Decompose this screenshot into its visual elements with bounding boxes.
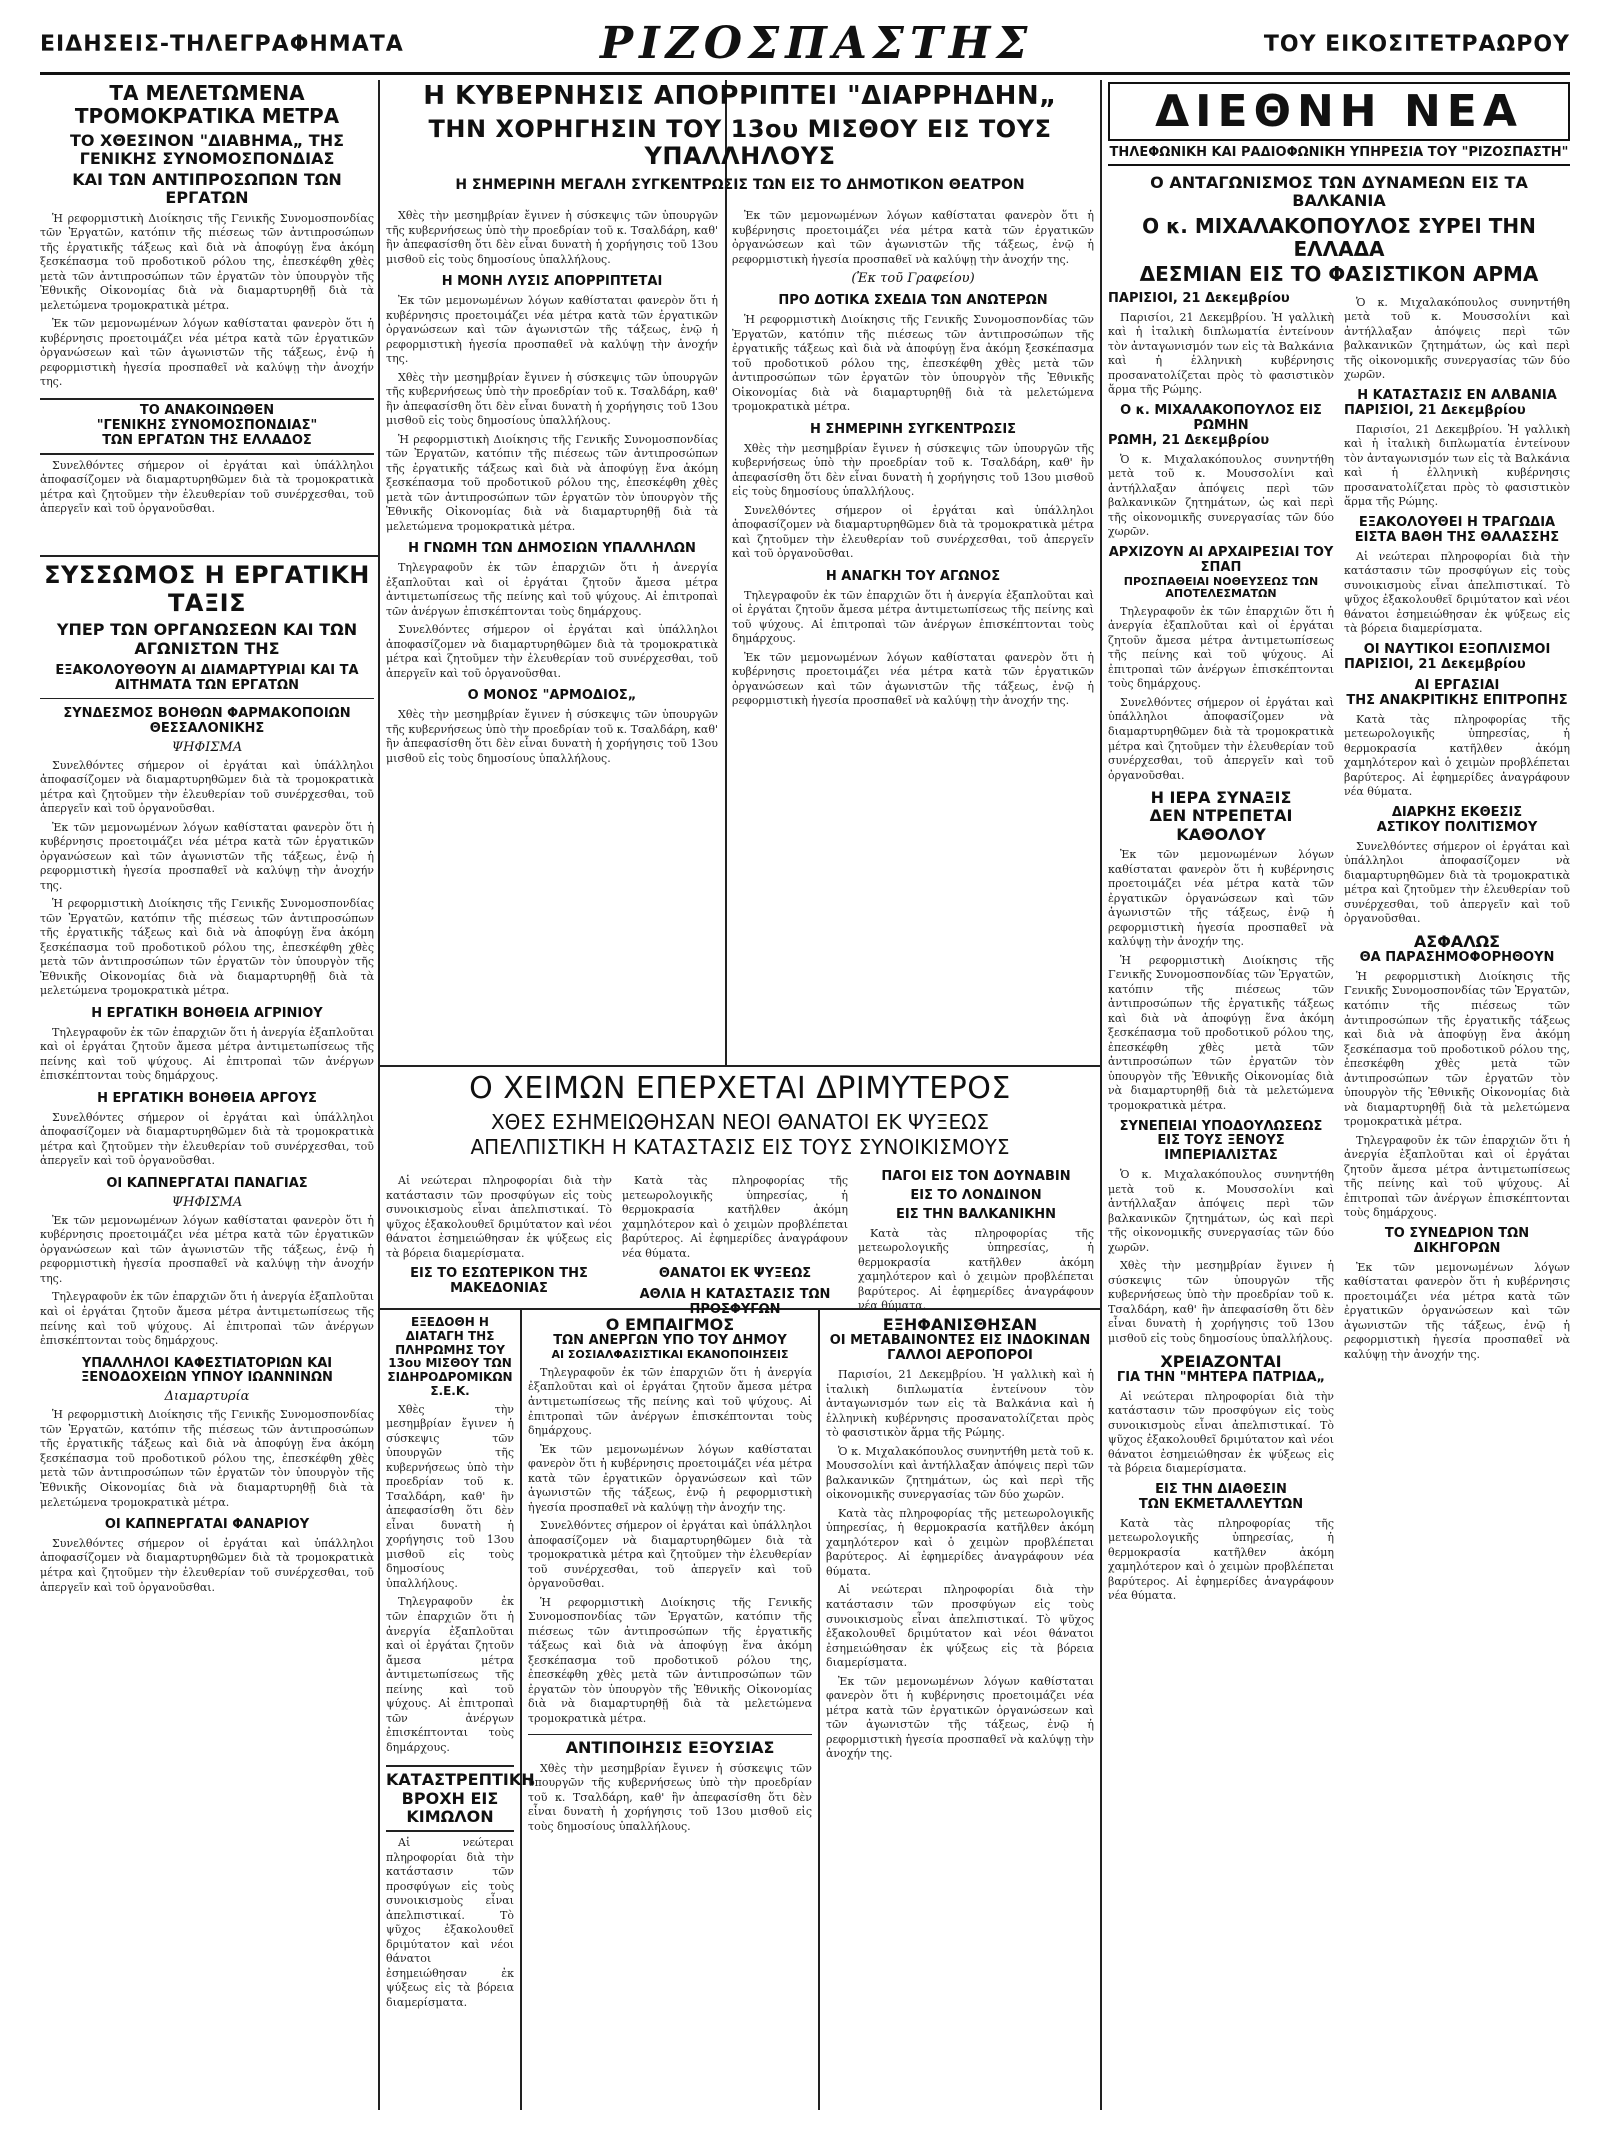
- section-head: ΕΞΑΚΟΛΟΥΘΕΙ Η ΤΡΑΓΩΔΙΑ: [1358, 514, 1556, 530]
- article-text: Ἐκ τῶν μεμονωμένων λόγων καθίσταται φανερὸν ὅτι ἡ κυβέρνησις προετοιμάζει νέα μέτρα κατὰ τῶν ἐργατικῶν ὀργανώσεων καὶ τῶν ἀγωνιστῶν τῆς τάξεως, ἐνῷ ἡ ρεφορμιστικὴ ἡγεσία προσπαθεῖ νὰ καλύψῃ τὴν ἀνοχήν της.: [386, 294, 718, 366]
- section-sub: ΨΗΦΙΣΜΑ: [171, 739, 243, 755]
- article-13th-salary-col-b: [732, 205, 1094, 1060]
- newspaper-title: ΡΙΖΟΣΠΑΣΤΗΣ: [600, 18, 1034, 69]
- headline: ΚΑΤΑΣΤΡΕΠΤΙΚΗ: [386, 1770, 535, 1790]
- headline-sub: ΑΙ ΣΟΣΙΑΛΦΑΣΙΣΤΙΚΑΙ ΕΚΑΝΟΠΟΙΗΣΕΙΣ: [551, 1348, 789, 1362]
- article-winter-col-b: [622, 1170, 848, 1317]
- section-head: ΟΙ ΚΑΠΝΕΡΓΑΤΑΙ ΦΑΝΑΡΙΟΥ: [104, 1517, 310, 1533]
- section-head: Η ΙΕΡΑ ΣΥΝΑΞΙΣ: [1150, 788, 1292, 808]
- article-text: Τηλεγραφοῦν ἐκ τῶν ἐπαρχιῶν ὅτι ἡ ἀνεργία ἐξαπλοῦται καὶ οἱ ἐργάται ζητοῦν ἄμεσα μέτρα ἀντιμετωπίσεως τῆς πείνης καὶ τοῦ ψύχους. Αἱ ἐπιτροπαὶ τῶν ἀνέργων ἐπισκέπτονται τοὺς δημάρχους.: [40, 1025, 374, 1083]
- article-text: Κατὰ τὰς πληροφορίας τῆς μετεωρολογικῆς ὑπηρεσίας, ἡ θερμοκρασία κατῆλθεν ἀκόμη χαμηλότερον καὶ ὁ χειμὼν προβλέπεται βαρύτερος. Αἱ ἐφημερίδες ἀναγράφουν νέα θύματα.: [826, 1506, 1094, 1578]
- section-head: Η ΕΡΓΑΤΙΚΗ ΒΟΗΘΕΙΑ ΑΡΓΟΥΣ: [97, 1090, 317, 1106]
- dateline: ΠΑΡΙΣΙΟΙ, 21 Δεκεμβρίου: [1344, 402, 1526, 418]
- two-column-block: [1108, 292, 1570, 1608]
- section-head: ΑΣΦΑΛΩΣ: [1413, 931, 1501, 951]
- section-sub: ΘΑ ΠΑΡΑΣΗΜΟΦΟΡΗΘΟΥΝ: [1359, 950, 1555, 966]
- article-winter-col-c: [858, 1169, 1094, 1313]
- article-aviators: [826, 1316, 1094, 2106]
- section-divider: [40, 555, 378, 557]
- section-head: Η ΣΗΜΕΡΙΝΗ ΣΥΓΚΕΝΤΡΩΣΙΣ: [809, 421, 1017, 437]
- section-head: Η ΓΝΩΜΗ ΤΩΝ ΔΗΜΟΣΙΩΝ ΥΠΑΛΛΗΛΩΝ: [408, 541, 696, 557]
- article-text: Αἱ νεώτεραι πληροφορίαι διὰ τὴν κατάστασιν τῶν προσφύγων εἰς τοὺς συνοικισμοὺς εἶναι ἀπελπιστικαί. Τὸ ψῦχος ἐξακολουθεῖ δριμύτατον καὶ νέοι θάνατοι ἐσημειώθησαν ἐκ ψύξεως εἰς τὰ βόρεια διαμερίσματα.: [386, 1174, 612, 1260]
- section-head: ΣΥΝΕΠΕΙΑΙ ΥΠΟΔΟΥΛΩΣΕΩΣ: [1119, 1118, 1323, 1134]
- article-text: Ἐκ τῶν μεμονωμένων λόγων καθίσταται φανερὸν ὅτι ἡ κυβέρνησις προετοιμάζει νέα μέτρα κατὰ τῶν ἐργατικῶν ὀργανώσεων καὶ τῶν ἀγωνιστῶν τῆς τάξεως, ἐνῷ ἡ ρεφορμιστικὴ ἡγεσία προσπαθεῖ νὰ καλύψῃ τὴν ἀνοχήν της.: [528, 1442, 812, 1514]
- article-text: Ἡ ρεφορμιστικὴ Διοίκησις τῆς Γενικῆς Συνομοσπονδίας τῶν Ἐργατῶν, κατόπιν τῆς πιέσεως τῶν ἀντιπροσώπων τῆς ἐργατικῆς τάξεως καὶ διὰ νὰ ἀποφύγῃ ἕνα ἀκόμη ξεσκέπασμα τοῦ προδοτικοῦ ρόλου της, ἐπεσκέφθη χθὲς μετὰ τῶν ἀντιπροσώπων τῶν ἐργατῶν τὸν ὑπουργὸν τῆς Ἐθνικῆς Οἰκονομίας διὰ νὰ διαμαρτυρηθῇ διὰ τὰ μελετώμενα τρομοκρατικὰ μέτρα.: [1344, 969, 1570, 1129]
- article-text: Χθὲς τὴν μεσημβρίαν ἔγινεν ἡ σύσκεψις τῶν ὑπουργῶν τῆς κυβερνήσεως ὑπὸ τὴν προεδρίαν τοῦ κ. Τσαλδάρη, καθ' ἣν ἀπεφασίσθη ὅτι δὲν εἶναι δυνατὴ ἡ χορήγησις τοῦ 13ου μισθοῦ εἰς τοὺς δημοσίους ὑπαλλήλους.: [528, 1761, 812, 1833]
- article-text: Κατὰ τὰς πληροφορίας τῆς μετεωρολογικῆς ὑπηρεσίας, ἡ θερμοκρασία κατῆλθεν ἀκόμη χαμηλότερον καὶ ὁ χειμὼν προβλέπεται βαρύτερος. Αἱ ἐφημερίδες ἀναγράφουν νέα θύματα.: [1344, 712, 1570, 799]
- article-text: Συνελθόντες σήμερον οἱ ἐργάται καὶ ὑπάλληλοι ἀποφασίζομεν νὰ διαμαρτυρηθῶμεν διὰ τὰ τρομοκρατικὰ μέτρα καὶ ζητοῦμεν τὴν ἐλευθερίαν τοῦ συνέρχεσθαι, τοῦ ἀπεργεῖν καὶ τοῦ ὀργανοῦσθαι.: [386, 623, 718, 680]
- headline-sub: ΚΑΙ ΤΩΝ ΑΝΤΙΠΡΟΣΩΠΩΝ ΤΩΝ ΕΡΓΑΤΩΝ: [72, 169, 342, 208]
- section-divider: [380, 1065, 1100, 1067]
- headline: ΣΥΣΣΩΜΟΣ Η ΕΡΓΑΤΙΚΗ ΤΑΞΙΣ: [44, 561, 370, 617]
- article-text: Ὁ κ. Μιχαλακόπουλος συνηντήθη μετὰ τοῦ κ. Μουσσολίνι καὶ ἀντήλλαξαν ἀπόψεις περὶ τῶν βαλκανικῶν ζητημάτων, ὡς καὶ περὶ τῆς οἰκονομικῆς συνεργασίας τῶν δύο χωρῶν.: [826, 1444, 1094, 1502]
- article-text: Παρισίοι, 21 Δεκεμβρίου. Ἡ γαλλικὴ καὶ ἡ ἰταλικὴ διπλωματία ἐντείνουν τὸν ἀνταγωνισμόν των εἰς τὰ Βαλκάνια καὶ ἡ ἑλληνικὴ κυβέρνησις προσανατολίζεται πρὸς τὸ φασιστικὸν ἅρμα τῆς Ρώμης.: [1344, 422, 1570, 509]
- subcolumn: [1344, 292, 1570, 1608]
- article-text: Συνελθόντες σήμερον οἱ ἐργάται καὶ ὑπάλληλοι ἀποφασίζομεν νὰ διαμαρτυρηθῶμεν διὰ τὰ τρομοκρατικὰ μέτρα καὶ ζητοῦμεν τὴν ἐλευθερίαν τοῦ συνέρχεσθαι, τοῦ ἀπεργεῖν καὶ τοῦ ὀργανοῦσθαι.: [1344, 839, 1570, 926]
- masthead-rule: [40, 72, 1570, 75]
- article-text: Ὁ κ. Μιχαλακόπουλος συνηντήθη μετὰ τοῦ κ. Μουσσολίνι καὶ ἀντήλλαξαν ἀπόψεις περὶ τῶν βαλκανικῶν ζητημάτων, ὡς καὶ περὶ τῆς οἰκονομικῆς συνεργασίας τῶν δύο χωρῶν.: [1344, 295, 1570, 382]
- article-text: Χθὲς τὴν μεσημβρίαν ἔγινεν ἡ σύσκεψις τῶν ὑπουργῶν τῆς κυβερνήσεως ὑπὸ τὴν προεδρίαν τοῦ κ. Τσαλδάρη, καθ' ἣν ἀπεφασίσθη ὅτι δὲν εἶναι δυνατὴ ἡ χορήγησις τοῦ 13ου μισθοῦ εἰς τοὺς δημοσίους ὑπαλλήλους.: [386, 708, 718, 765]
- section-sub: ΑΣΤΙΚΟΥ ΠΟΛΙΤΙΣΜΟΥ: [1376, 819, 1538, 835]
- section-head: ΑΙ ΕΡΓΑΣΙΑΙ: [1414, 677, 1500, 693]
- article-rail-13th-salary: [386, 1315, 535, 2106]
- article-text: Παρισίοι, 21 Δεκεμβρίου. Ἡ γαλλικὴ καὶ ἡ ἰταλικὴ διπλωματία ἐντείνουν τὸν ἀνταγωνισμόν των εἰς τὰ Βαλκάνια καὶ ἡ ἑλληνικὴ κυβέρνησις προσανατολίζεται πρὸς τὸ φασιστικὸν ἅρμα τῆς Ρώμης.: [826, 1368, 1094, 1440]
- section-head: ΤΟ ΣΥΝΕΔΡΙΟΝ ΤΩΝ ΔΙΚΗΓΟΡΩΝ: [1384, 1225, 1530, 1256]
- masthead-left-label: ΕΙΔΗΣΕΙΣ-ΤΗΛΕΓΡΑΦΗΜΑΤΑ: [40, 32, 404, 57]
- section-sub: ΤΗΣ ΑΝΑΚΡΙΤΙΚΗΣ ΕΠΙΤΡΟΠΗΣ: [1346, 692, 1568, 708]
- article-text: Συνελθόντες σήμερον οἱ ἐργάται καὶ ὑπάλληλοι ἀποφασίζομεν νὰ διαμαρτυρηθῶμεν διὰ τὰ τρομοκρατικὰ μέτρα καὶ ζητοῦμεν τὴν ἐλευθερίαν τοῦ συνέρχεσθαι, τοῦ ἀπεργεῖν καὶ τοῦ ὀργανοῦσθαι.: [732, 503, 1094, 561]
- masthead: [40, 18, 1570, 70]
- article-text: Κατὰ τὰς πληροφορίας τῆς μετεωρολογικῆς ὑπηρεσίας, ἡ θερμοκρασία κατῆλθεν ἀκόμη χαμηλότερον καὶ ὁ χειμὼν προβλέπεται βαρύτερος. Αἱ ἐφημερίδες ἀναγράφουν νέα θύματα.: [1108, 1516, 1334, 1603]
- section-sub: ΤΩΝ ΕΚΜΕΤΑΛΛΕΥΤΩΝ: [1138, 1496, 1304, 1512]
- section-title: ΔΙΕΘΝΗ ΝΕΑ: [1108, 82, 1570, 141]
- article-text: Συνελθόντες σήμερον οἱ ἐργάται καὶ ὑπάλληλοι ἀποφασίζομεν νὰ διαμαρτυρηθῶμεν διὰ τὰ τρομοκρατικὰ μέτρα καὶ ζητοῦμεν τὴν ἐλευθερίαν τοῦ συνέρχεσθαι, τοῦ ἀπεργεῖν καὶ τοῦ ὀργανοῦσθαι.: [40, 458, 374, 516]
- article-13th-salary-col-a: [386, 205, 718, 1060]
- section-head: ΔΕΝ ΝΤΡΕΠΕΤΑΙ ΚΑΘΟΛΟΥ: [1149, 806, 1293, 844]
- section-head: Ο κ. ΜΙΧΑΛΑΚΟΠΟΥΛΟΣ ΕΙΣ ΡΩΜΗΝ: [1120, 402, 1322, 433]
- headline: Ο ΕΜΠΑΙΓΜΟΣ: [605, 1315, 735, 1334]
- article-text: Συνελθόντες σήμερον οἱ ἐργάται καὶ ὑπάλληλοι ἀποφασίζομεν νὰ διαμαρτυρηθῶμεν διὰ τὰ τρομοκρατικὰ μέτρα καὶ ζητοῦμεν τὴν ἐλευθερίαν τοῦ συνέρχεσθαι, τοῦ ἀπεργεῖν καὶ τοῦ ὀργανοῦσθαι.: [528, 1519, 812, 1591]
- column-divider: [378, 80, 380, 2110]
- section-sub: ΨΗΦΙΣΜΑ: [171, 1194, 243, 1210]
- article-text: Αἱ νεώτεραι πληροφορίαι διὰ τὴν κατάστασιν τῶν προσφύγων εἰς τοὺς συνοικισμοὺς εἶναι ἀπελπιστικαί. Τὸ ψῦχος ἐξακολουθεῖ δριμύτατον καὶ νέοι θάνατοι ἐσημειώθησαν ἐκ ψύξεως εἰς τὰ βόρεια διαμερίσματα.: [386, 1836, 514, 2009]
- headline: ΕΞΗΦΑΝΙΣΘΗΣΑΝ: [882, 1315, 1038, 1334]
- announcement-sub: ΤΩΝ ΕΡΓΑΤΩΝ ΤΗΣ ΕΛΛΑΔΟΣ: [102, 432, 312, 448]
- article-text: Τηλεγραφοῦν ἐκ τῶν ἐπαρχιῶν ὅτι ἡ ἀνεργία ἐξαπλοῦται καὶ οἱ ἐργάται ζητοῦν ἄμεσα μέτρα ἀντιμετωπίσεως τῆς πείνης καὶ τοῦ ψύχους. Αἱ ἐπιτροπαὶ τῶν ἀνέργων ἐπισκέπτονται τοὺς δημάρχους.: [40, 1290, 374, 1348]
- column-divider: [725, 80, 727, 1065]
- article-text: Τηλεγραφοῦν ἐκ τῶν ἐπαρχιῶν ὅτι ἡ ἀνεργία ἐξαπλοῦται καὶ οἱ ἐργάται ζητοῦν ἄμεσα μέτρα ἀντιμετωπίσεως τῆς πείνης καὶ τοῦ ψύχους. Αἱ ἐπιτροπαὶ τῶν ἀνέργων ἐπισκέπτονται τοὺς δημάρχους.: [386, 561, 718, 618]
- headline-sub: ΤΟ ΧΘΕΣΙΝΟΝ "ΔΙΑΒΗΜΑ„ ΤΗΣ ΓΕΝΙΚΗΣ ΣΥΝΟΜΟΣΠΟΝΔΙΑΣ: [69, 131, 345, 169]
- dateline: ΡΩΜΗ, 21 Δεκεμβρίου: [1108, 432, 1270, 448]
- headline: ΤΑ ΜΕΛΕΤΩΜΕΝΑ ΤΡΟΜΟΚΡΑΤΙΚΑ ΜΕΤΡΑ: [74, 81, 340, 128]
- section-head: ΥΠΑΛΛΗΛΟΙ ΚΑΦΕΣΤΙΑΤΟΡΙΩΝ ΚΑΙ ΞΕΝΟΔΟΧΕΙΩΝ ΥΠΝΟΥ ΙΩΑΝΝΙΝΩΝ: [81, 1355, 333, 1386]
- headline: ΑΝΤΙΠΟΙΗΣΙΣ ΕΞΟΥΣΙΑΣ: [528, 1734, 812, 1757]
- article-text: Χθὲς τὴν μεσημβρίαν ἔγινεν ἡ σύσκεψις τῶν ὑπουργῶν τῆς κυβερνήσεως ὑπὸ τὴν προεδρίαν τοῦ κ. Τσαλδάρη, καθ' ἣν ἀπεφασίσθη ὅτι δὲν εἶναι δυνατὴ ἡ χορήγησις τοῦ 13ου μισθοῦ εἰς τοὺς δημοσίους ὑπαλλήλους.: [732, 441, 1094, 499]
- headline: ΕΞΕΔΟΘΗ Η ΔΙΑΤΑΓΗ ΤΗΣ ΠΛΗΡΩΜΗΣ ΤΟΥ 13ου ΜΙΣΘΟΥ ΤΩΝ ΣΙΔΗΡΟΔΡΟΜΙΚΩΝ Σ.Ε.Κ.: [387, 1315, 513, 1398]
- section-head: Η ΑΝΑΓΚΗ ΤΟΥ ΑΓΩΝΟΣ: [825, 568, 1001, 584]
- article-text: Χθὲς τὴν μεσημβρίαν ἔγινεν ἡ σύσκεψις τῶν ὑπουργῶν τῆς κυβερνήσεως ὑπὸ τὴν προεδρίαν τοῦ κ. Τσαλδάρη, καθ' ἣν ἀπεφασίσθη ὅτι δὲν εἶναι δυνατὴ ἡ χορήγησις τοῦ 13ου μισθοῦ εἰς τοὺς δημοσίους ὑπαλλήλους.: [386, 370, 718, 428]
- headline-sub: ΑΠΕΛΠΙΣΤΙΚΗ Η ΚΑΤΑΣΤΑΣΙΣ ΕΙΣ ΤΟΥΣ ΣΥΝΟΙΚΙΣΜΟΥΣ: [470, 1134, 1010, 1159]
- article-13th-salary-header: [386, 82, 1094, 202]
- headline: Η ΚΥΒΕΡΝΗΣΙΣ ΑΠΟΡΡΙΠΤΕΙ "ΔΙΑΡΡΗΔΗΝ„: [423, 81, 1057, 111]
- section-head: Η ΚΑΤΑΣΤΑΣΙΣ ΕΝ ΑΛΒΑΝΙΑ: [1357, 387, 1557, 403]
- section-head: ΟΙ ΚΑΠΝΕΡΓΑΤΑΙ ΠΑΝΑΓΙΑΣ: [106, 1175, 308, 1191]
- section-head: ΑΘΛΙΑ Η ΚΑΤΑΣΤΑΣΙΣ ΤΩΝ ΠΡΟΣΦΥΓΩΝ: [639, 1287, 831, 1317]
- article-text: Κατὰ τὰς πληροφορίας τῆς μετεωρολογικῆς ὑπηρεσίας, ἡ θερμοκρασία κατῆλθεν ἀκόμη χαμηλότερον καὶ ὁ χειμὼν προβλέπεται βαρύτερος. Αἱ ἐφημερίδες ἀναγράφουν νέα θύματα.: [622, 1174, 848, 1260]
- article-unemployed: [528, 1316, 812, 2106]
- article-text: Ἡ ρεφορμιστικὴ Διοίκησις τῆς Γενικῆς Συνομοσπονδίας τῶν Ἐργατῶν, κατόπιν τῆς πιέσεως τῶν ἀντιπροσώπων τῆς ἐργατικῆς τάξεως καὶ διὰ νὰ ἀποφύγῃ ἕνα ἀκόμη ξεσκέπασμα τοῦ προδοτικοῦ ρόλου της, ἐπεσκέφθη χθὲς μετὰ τῶν ἀντιπροσώπων τῶν ἐργατῶν τὸν ὑπουργὸν τῆς Ἐθνικῆς Οἰκονομίας διὰ νὰ διαμαρτυρηθῇ διὰ τὰ μελετώμενα τρομοκρατικὰ μέτρα.: [528, 1595, 812, 1725]
- section-sub: Διαμαρτυρία: [164, 1389, 250, 1405]
- article-text: Ὁ κ. Μιχαλακόπουλος συνηντήθη μετὰ τοῦ κ. Μουσσολίνι καὶ ἀντήλλαξαν ἀπόψεις περὶ τῶν βαλκανικῶν ζητημάτων, ὡς καὶ περὶ τῆς οἰκονομικῆς συνεργασίας τῶν δύο χωρῶν.: [1108, 1168, 1334, 1254]
- section-sub: ΓΙΑ ΤΗΝ "ΜΗΤΕΡΑ ΠΑΤΡΙΔΑ„: [1116, 1369, 1326, 1385]
- article-text: Ἐκ τῶν μεμονωμένων λόγων καθίσταται φανερὸν ὅτι ἡ κυβέρνησις προετοιμάζει νέα μέτρα κατὰ τῶν ἐργατικῶν ὀργανώσεων καὶ τῶν ἀγωνιστῶν τῆς τάξεως, ἐνῷ ἡ ρεφορμιστικὴ ἡγεσία προσπαθεῖ νὰ καλύψῃ τὴν ἀνοχήν της.: [40, 317, 374, 389]
- article-winter-header: [386, 1072, 1094, 1168]
- headline: ΔΕΣΜΙΑΝ ΕΙΣ ΤΟ ΦΑΣΙΣΤΙΚΟΝ ΑΡΜΑ: [1139, 261, 1539, 286]
- masthead-right-label: ΤΟΥ ΕΙΚΟΣΙΤΕΤΡΑΩΡΟΥ: [1263, 32, 1570, 57]
- section-head: Η ΕΡΓΑΤΙΚΗ ΒΟΗΘΕΙΑ ΑΓΡΙΝΙΟΥ: [91, 1005, 323, 1021]
- section-head: ΠΑΓΟΙ ΕΙΣ ΤΟΝ ΔΟΥΝΑΒΙΝ: [881, 1169, 1071, 1184]
- headline-sub: ΕΞΑΚΟΛΟΥΘΟΥΝ ΑΙ ΔΙΑΜΑΡΤΥΡΙΑΙ ΚΑΙ ΤΑ ΑΙΤΗΜΑΤΑ ΤΩΝ ΕΡΓΑΤΩΝ: [40, 664, 374, 699]
- announcement-sub: "ΓΕΝΙΚΗΣ ΣΥΝΟΜΟΣΠΟΝΔΙΑΣ": [96, 417, 318, 433]
- headline-sub: ΥΠΕΡ ΤΩΝ ΟΡΓΑΝΩΣΕΩΝ ΚΑΙ ΤΩΝ ΑΓΩΝΙΣΤΩΝ ΤΗΣ: [56, 620, 358, 658]
- article-text: Ἐκ τῶν μεμονωμένων λόγων καθίσταται φανερὸν ὅτι ἡ κυβέρνησις προετοιμάζει νέα μέτρα κατὰ τῶν ἐργατικῶν ὀργανώσεων καὶ τῶν ἀγωνιστῶν τῆς τάξεως, ἐνῷ ἡ ρεφορμιστικὴ ἡγεσία προσπαθεῖ νὰ καλύψῃ τὴν ἀνοχήν της.: [40, 1213, 374, 1285]
- headline: Ο ΑΝΤΑΓΩΝΙΣΜΟΣ ΤΩΝ ΔΥΝΑΜΕΩΝ ΕΙΣ ΤΑ ΒΑΛΚΑΝΙΑ: [1150, 173, 1528, 211]
- article-text: Τηλεγραφοῦν ἐκ τῶν ἐπαρχιῶν ὅτι ἡ ἀνεργία ἐξαπλοῦται καὶ οἱ ἐργάται ζητοῦν ἄμεσα μέτρα ἀντιμετωπίσεως τῆς πείνης καὶ τοῦ ψύχους. Αἱ ἐπιτροπαὶ τῶν ἀνέργων ἐπισκέπτονται τοὺς δημάρχους.: [386, 1595, 514, 1754]
- article-text: Παρισίοι, 21 Δεκεμβρίου. Ἡ γαλλικὴ καὶ ἡ ἰταλικὴ διπλωματία ἐντείνουν τὸν ἀνταγωνισμόν των εἰς τὰ Βαλκάνια καὶ ἡ ἑλληνικὴ κυβέρνησις προσανατολίζεται πρὸς τὸ φασιστικὸν ἅρμα τῆς Ρώμης.: [1108, 310, 1334, 397]
- section-sub: ΠΡΟΣΠΑΘΕΙΑΙ ΝΟΘΕΥΣΕΩΣ ΤΩΝ ΑΠΟΤΕΛΕΣΜΑΤΩΝ: [1123, 574, 1319, 601]
- dateline: ΠΑΡΙΣΙΟΙ, 21 Δεκεμβρίου: [1108, 290, 1290, 306]
- dateline: ΠΑΡΙΣΙΟΙ, 21 Δεκεμβρίου: [1344, 656, 1526, 672]
- article-text: Ὁ κ. Μιχαλακόπουλος συνηντήθη μετὰ τοῦ κ. Μουσσολίνι καὶ ἀντήλλαξαν ἀπόψεις περὶ τῶν βαλκανικῶν ζητημάτων, ὡς καὶ περὶ τῆς οἰκονομικῆς συνεργασίας τῶν δύο χωρῶν.: [1108, 452, 1334, 539]
- article-text: Χθὲς τὴν μεσημβρίαν ἔγινεν ἡ σύσκεψις τῶν ὑπουργῶν τῆς κυβερνήσεως ὑπὸ τὴν προεδρίαν τοῦ κ. Τσαλδάρη, καθ' ἣν ἀπεφασίσθη ὅτι δὲν εἶναι δυνατὴ ἡ χορήγησις τοῦ 13ου μισθοῦ εἰς τοὺς δημοσίους ὑπαλλήλους.: [386, 209, 718, 266]
- article-text: Αἱ νεώτεραι πληροφορίαι διὰ τὴν κατάστασιν τῶν προσφύγων εἰς τοὺς συνοικισμοὺς εἶναι ἀπελπιστικαί. Τὸ ψῦχος ἐξακολουθεῖ δριμύτατον καὶ νέοι θάνατοι ἐσημειώθησαν ἐκ ψύξεως εἰς τὰ βόρεια διαμερίσματα.: [826, 1583, 1094, 1670]
- headline-sub: Η ΣΗΜΕΡΙΝΗ ΜΕΓΑΛΗ ΣΥΓΚΕΝΤΡΩΣΙΣ ΤΩΝ ΕΙΣ ΤΟ ΔΗΜΟΤΙΚΟΝ ΘΕΑΤΡΟΝ: [455, 177, 1025, 194]
- headline-box: [386, 1765, 535, 1832]
- section-subtitle: ΤΗΛΕΦΩΝΙΚΗ ΚΑΙ ΡΑΔΙΟΦΩΝΙΚΗ ΥΠΗΡΕΣΙΑ ΤΟΥ "ΡΙΖΟΣΠΑΣΤΗ": [1108, 141, 1570, 166]
- section-head: ΣΥΝΔΕΣΜΟΣ ΒΟΗΘΩΝ ΦΑΡΜΑΚΟΠΟΙΩΝ ΘΕΣΣΑΛΟΝΙΚΗΣ: [63, 705, 351, 736]
- article-text: Ἡ ρεφορμιστικὴ Διοίκησις τῆς Γενικῆς Συνομοσπονδίας τῶν Ἐργατῶν, κατόπιν τῆς πιέσεως τῶν ἀντιπροσώπων τῆς ἐργατικῆς τάξεως καὶ διὰ νὰ ἀποφύγῃ ἕνα ἀκόμη ξεσκέπασμα τοῦ προδοτικοῦ ρόλου της, ἐπεσκέφθη χθὲς μετὰ τῶν ἀντιπροσώπων τῶν ἐργατῶν τὸν ὑπουργὸν τῆς Ἐθνικῆς Οἰκονομίας διὰ νὰ διαμαρτυρηθῇ διὰ τὰ μελετώμενα τρομοκρατικὰ μέτρα.: [40, 1408, 374, 1509]
- article-text: Ἐκ τῶν μεμονωμένων λόγων καθίσταται φανερὸν ὅτι ἡ κυβέρνησις προετοιμάζει νέα μέτρα κατὰ τῶν ἐργατικῶν ὀργανώσεων καὶ τῶν ἀγωνιστῶν τῆς τάξεως, ἐνῷ ἡ ρεφορμιστικὴ ἡγεσία προσπαθεῖ νὰ καλύψῃ τὴν ἀνοχήν της.: [1344, 1260, 1570, 1361]
- article-text: Ἐκ τῶν μεμονωμένων λόγων καθίσταται φανερὸν ὅτι ἡ κυβέρνησις προετοιμάζει νέα μέτρα κατὰ τῶν ἐργατικῶν ὀργανώσεων καὶ τῶν ἀγωνιστῶν τῆς τάξεως, ἐνῷ ἡ ρεφορμιστικὴ ἡγεσία προσπαθεῖ νὰ καλύψῃ τὴν ἀνοχήν της.: [1108, 848, 1334, 949]
- article-text: Αἱ νεώτεραι πληροφορίαι διὰ τὴν κατάστασιν τῶν προσφύγων εἰς τοὺς συνοικισμοὺς εἶναι ἀπελπιστικαί. Τὸ ψῦχος ἐξακολουθεῖ δριμύτατον καὶ νέοι θάνατοι ἐσημειώθησαν ἐκ ψύξεως εἰς τὰ βόρεια διαμερίσματα.: [1108, 1389, 1334, 1476]
- subcolumn: [1108, 292, 1334, 1608]
- section-head: ΑΡΧΙΖΟΥΝ ΑΙ ΑΡΧΑΙΡΕΣΙΑΙ ΤΟΥ ΣΠΑΠ: [1108, 544, 1334, 575]
- headline-sub: ΤΩΝ ΑΝΕΡΓΩΝ ΥΠΟ ΤΟΥ ΔΗΜΟΥ: [553, 1333, 787, 1349]
- headline: ΒΡΟΧΗ ΕΙΣ ΚΙΜΩΛΟΝ: [401, 1788, 499, 1826]
- section-head: ΠΡΟ ΔΟΤΙΚΑ ΣΧΕΔΙΑ ΤΩΝ ΑΝΩΤΕΡΩΝ: [778, 293, 1048, 309]
- section-sub: ΕΙΣ ΤΟΥΣ ΞΕΝΟΥΣ ΙΜΠΕΡΙΑΛΙΣΤΑΣ: [1157, 1133, 1285, 1164]
- column-divider: [818, 1310, 820, 2110]
- article-text: Τηλεγραφοῦν ἐκ τῶν ἐπαρχιῶν ὅτι ἡ ἀνεργία ἐξαπλοῦται καὶ οἱ ἐργάται ζητοῦν ἄμεσα μέτρα ἀντιμετωπίσεως τῆς πείνης καὶ τοῦ ψύχους. Αἱ ἐπιτροπαὶ τῶν ἀνέργων ἐπισκέπτονται τοὺς δημάρχους.: [732, 588, 1094, 646]
- column-divider: [1100, 80, 1102, 2110]
- article-text: Ἡ ρεφορμιστικὴ Διοίκησις τῆς Γενικῆς Συνομοσπονδίας τῶν Ἐργατῶν, κατόπιν τῆς πιέσεως τῶν ἀντιπροσώπων τῆς ἐργατικῆς τάξεως καὶ διὰ νὰ ἀποφύγῃ ἕνα ἀκόμη ξεσκέπασμα τοῦ προδοτικοῦ ρόλου της, ἐπεσκέφθη χθὲς μετὰ τῶν ἀντιπροσώπων τῶν ἐργατῶν τὸν ὑπουργὸν τῆς Ἐθνικῆς Οἰκονομίας διὰ νὰ διαμαρτυρηθῇ διὰ τὰ μελετώμενα τρομοκρατικὰ μέτρα.: [40, 211, 374, 312]
- article-text: Συνελθόντες σήμερον οἱ ἐργάται καὶ ὑπάλληλοι ἀποφασίζομεν νὰ διαμαρτυρηθῶμεν διὰ τὰ τρομοκρατικὰ μέτρα καὶ ζητοῦμεν τὴν ἐλευθερίαν τοῦ συνέρχεσθαι, τοῦ ἀπεργεῖν καὶ τοῦ ὀργανοῦσθαι.: [40, 758, 374, 816]
- announcement-title: ΤΟ ΑΝΑΚΟΙΝΩΘΕΝ: [139, 402, 275, 418]
- article-text: Ἡ ρεφορμιστικὴ Διοίκησις τῆς Γενικῆς Συνομοσπονδίας τῶν Ἐργατῶν, κατόπιν τῆς πιέσεως τῶν ἀντιπροσώπων τῆς ἐργατικῆς τάξεως καὶ διὰ νὰ ἀποφύγῃ ἕνα ἀκόμη ξεσκέπασμα τοῦ προδοτικοῦ ρόλου της, ἐπεσκέφθη χθὲς μετὰ τῶν ἀντιπροσώπων τῶν ἐργατῶν τὸν ὑπουργὸν τῆς Ἐθνικῆς Οἰκονομίας διὰ νὰ διαμαρτυρηθῇ διὰ τὰ μελετώμενα τρομοκρατικὰ μέτρα.: [40, 897, 374, 998]
- headline-sub: ΟΙ ΜΕΤΑΒΑΙΝΟΝΤΕΣ ΕΙΣ ΙΝΔΟΚΙΝΑΝ ΓΑΛΛΟΙ ΑΕΡΟΠΟΡΟΙ: [829, 1333, 1091, 1364]
- article-text: Ἐκ τῶν μεμονωμένων λόγων καθίσταται φανερὸν ὅτι ἡ κυβέρνησις προετοιμάζει νέα μέτρα κατὰ τῶν ἐργατικῶν ὀργανώσεων καὶ τῶν ἀγωνιστῶν τῆς τάξεως, ἐνῷ ἡ ρεφορμιστικὴ ἡγεσία προσπαθεῖ νὰ καλύψῃ τὴν ἀνοχήν της.: [732, 209, 1094, 266]
- section-head: ΕΙΣ ΤΗΝ ΒΑΛΚΑΝΙΚΗΝ: [896, 1206, 1056, 1222]
- section-head: ΕΙΣ ΤΟ ΛΟΝΔΙΝΟΝ: [910, 1187, 1042, 1203]
- article-text: Τηλεγραφοῦν ἐκ τῶν ἐπαρχιῶν ὅτι ἡ ἀνεργία ἐξαπλοῦται καὶ οἱ ἐργάται ζητοῦν ἄμεσα μέτρα ἀντιμετωπίσεως τῆς πείνης καὶ τοῦ ψύχους. Αἱ ἐπιτροπαὶ τῶν ἀνέργων ἐπισκέπτονται τοὺς δημάρχους.: [528, 1365, 812, 1438]
- headline: Ο ΧΕΙΜΩΝ ΕΠΕΡΧΕΤΑΙ ΔΡΙΜΥΤΕΡΟΣ: [469, 1071, 1011, 1106]
- article-terror-measures: [40, 82, 374, 552]
- section-head: ΟΙ ΝΑΥΤΙΚΟΙ ΕΞΟΠΛΙΣΜΟΙ: [1363, 641, 1551, 657]
- article-text: Ἐκ τῶν μεμονωμένων λόγων καθίσταται φανερὸν ὅτι ἡ κυβέρνησις προετοιμάζει νέα μέτρα κατὰ τῶν ἐργατικῶν ὀργανώσεων καὶ τῶν ἀγωνιστῶν τῆς τάξεως, ἐνῷ ἡ ρεφορμιστικὴ ἡγεσία προσπαθεῖ νὰ καλύψῃ τὴν ἀνοχήν της.: [40, 820, 374, 892]
- section-head: Η ΜΟΝΗ ΛΥΣΙΣ ΑΠΟΡΡΙΠΤΕΤΑΙ: [441, 274, 663, 290]
- announcement-box: [40, 398, 374, 455]
- headline-sub: ΧΘΕΣ ΕΣΗΜΕΙΩΘΗΣΑΝ ΝΕΟΙ ΘΑΝΑΤΟΙ ΕΚ ΨΥΞΕΩΣ: [490, 1109, 990, 1134]
- section-head: ΧΡΕΙΑΖΟΝΤΑΙ: [1160, 1351, 1282, 1371]
- article-text: Ἡ ρεφορμιστικὴ Διοίκησις τῆς Γενικῆς Συνομοσπονδίας τῶν Ἐργατῶν, κατόπιν τῆς πιέσεως τῶν ἀντιπροσώπων τῆς ἐργατικῆς τάξεως καὶ διὰ νὰ ἀποφύγῃ ἕνα ἀκόμη ξεσκέπασμα τοῦ προδοτικοῦ ρόλου της, ἐπεσκέφθη χθὲς μετὰ τῶν ἀντιπροσώπων τῶν ἐργατῶν τὸν ὑπουργὸν τῆς Ἐθνικῆς Οἰκονομίας διὰ νὰ διαμαρτυρηθῇ διὰ τὰ μελετώμενα τρομοκρατικὰ μέτρα.: [1108, 953, 1334, 1112]
- article-text: Τηλεγραφοῦν ἐκ τῶν ἐπαρχιῶν ὅτι ἡ ἀνεργία ἐξαπλοῦται καὶ οἱ ἐργάται ζητοῦν ἄμεσα μέτρα ἀντιμετωπίσεως τῆς πείνης καὶ τοῦ ψύχους. Αἱ ἐπιτροπαὶ τῶν ἀνέργων ἐπισκέπτονται τοὺς δημάρχους.: [1108, 604, 1334, 691]
- section-head: ΕΙΣ ΤΟ ΕΣΩΤΕΡΙΚΟΝ ΤΗΣ ΜΑΚΕΔΟΝΙΑΣ: [410, 1266, 588, 1297]
- article-text: Χθὲς τὴν μεσημβρίαν ἔγινεν ἡ σύσκεψις τῶν ὑπουργῶν τῆς κυβερνήσεως ὑπὸ τὴν προεδρίαν τοῦ κ. Τσαλδάρη, καθ' ἣν ἀπεφασίσθη ὅτι δὲν εἶναι δυνατὴ ἡ χορήγησις τοῦ 13ου μισθοῦ εἰς τοὺς δημοσίους ὑπαλλήλους.: [386, 1402, 514, 1590]
- headline: ΤΗΝ ΧΟΡΗΓΗΣΙΝ ΤΟΥ 13ου ΜΙΣΘΟΥ ΕΙΣ ΤΟΥΣ ΥΠΑΛΛΗΛΟΥΣ: [428, 114, 1052, 171]
- article-winter-col-a: [386, 1170, 612, 1304]
- article-text: Συνελθόντες σήμερον οἱ ἐργάται καὶ ὑπάλληλοι ἀποφασίζομεν νὰ διαμαρτυρηθῶμεν διὰ τὰ τρομοκρατικὰ μέτρα καὶ ζητοῦμεν τὴν ἐλευθερίαν τοῦ συνέρχεσθαι, τοῦ ἀπεργεῖν καὶ τοῦ ὀργανοῦσθαι.: [40, 1110, 374, 1168]
- article-text: Ἡ ρεφορμιστικὴ Διοίκησις τῆς Γενικῆς Συνομοσπονδίας τῶν Ἐργατῶν, κατόπιν τῆς πιέσεως τῶν ἀντιπροσώπων τῆς ἐργατικῆς τάξεως καὶ διὰ νὰ ἀποφύγῃ ἕνα ἀκόμη ξεσκέπασμα τοῦ προδοτικοῦ ρόλου της, ἐπεσκέφθη χθὲς μετὰ τῶν ἀντιπροσώπων τῶν ἐργατῶν τὸν ὑπουργὸν τῆς Ἐθνικῆς Οἰκονομίας διὰ νὰ διαμαρτυρηθῇ διὰ τὰ μελετώμενα τρομοκρατικὰ μέτρα.: [732, 313, 1094, 414]
- article-text: Χθὲς τὴν μεσημβρίαν ἔγινεν ἡ σύσκεψις τῶν ὑπουργῶν τῆς κυβερνήσεως ὑπὸ τὴν προεδρίαν τοῦ κ. Τσαλδάρη, καθ' ἣν ἀπεφασίσθη ὅτι δὲν εἶναι δυνατὴ ἡ χορήγησις τοῦ 13ου μισθοῦ εἰς τοὺς δημοσίους ὑπαλλήλους.: [1108, 1259, 1334, 1345]
- section-head: Ο ΜΟΝΟΣ "ΑΡΜΟΔΙΟΣ„: [467, 688, 637, 704]
- article-text: Ἐκ τῶν μεμονωμένων λόγων καθίσταται φανερὸν ὅτι ἡ κυβέρνησις προετοιμάζει νέα μέτρα κατὰ τῶν ἐργατικῶν ὀργανώσεων καὶ τῶν ἀγωνιστῶν τῆς τάξεως, ἐνῷ ἡ ρεφορμιστικὴ ἡγεσία προσπαθεῖ νὰ καλύψῃ τὴν ἀνοχήν της.: [826, 1674, 1094, 1761]
- article-working-class: [40, 562, 374, 2107]
- article-text: Ἐκ τῶν μεμονωμένων λόγων καθίσταται φανερὸν ὅτι ἡ κυβέρνησις προετοιμάζει νέα μέτρα κατὰ τῶν ἐργατικῶν ὀργανώσεων καὶ τῶν ἀγωνιστῶν τῆς τάξεως, ἐνῷ ἡ ρεφορμιστικὴ ἡγεσία προσπαθεῖ νὰ καλύψῃ τὴν ἀνοχήν της.: [732, 650, 1094, 708]
- article-text: Αἱ νεώτεραι πληροφορίαι διὰ τὴν κατάστασιν τῶν προσφύγων εἰς τοὺς συνοικισμοὺς εἶναι ἀπελπιστικαί. Τὸ ψῦχος ἐξακολουθεῖ δριμύτατον καὶ νέοι θάνατοι ἐσημειώθησαν ἐκ ψύξεως εἰς τὰ βόρεια διαμερίσματα.: [1344, 549, 1570, 636]
- article-text: Συνελθόντες σήμερον οἱ ἐργάται καὶ ὑπάλληλοι ἀποφασίζομεν νὰ διαμαρτυρηθῶμεν διὰ τὰ τρομοκρατικὰ μέτρα καὶ ζητοῦμεν τὴν ἐλευθερίαν τοῦ συνέρχεσθαι, τοῦ ἀπεργεῖν καὶ τοῦ ὀργανοῦσθαι.: [40, 1536, 374, 1594]
- section-sub: ΕΙΣΤΑ ΒΑΘΗ ΤΗΣ ΘΑΛΑΣΣΗΣ: [1354, 529, 1560, 545]
- signoff: (Ἐκ τοῦ Γραφείου): [851, 271, 975, 287]
- section-head: ΘΑΝΑΤΟΙ ΕΚ ΨΥΞΕΩΣ: [658, 1266, 812, 1282]
- section-head: ΔΙΑΡΚΗΣ ΕΚΘΕΣΙΣ: [1391, 804, 1523, 820]
- international-news-column: [1108, 82, 1570, 2107]
- article-text: Κατὰ τὰς πληροφορίας τῆς μετεωρολογικῆς ὑπηρεσίας, ἡ θερμοκρασία κατῆλθεν ἀκόμη χαμηλότερον καὶ ὁ χειμὼν προβλέπεται βαρύτερος. Αἱ ἐφημερίδες ἀναγράφουν νέα θύματα.: [858, 1226, 1094, 1313]
- article-text: Τηλεγραφοῦν ἐκ τῶν ἐπαρχιῶν ὅτι ἡ ἀνεργία ἐξαπλοῦται καὶ οἱ ἐργάται ζητοῦν ἄμεσα μέτρα ἀντιμετωπίσεως τῆς πείνης καὶ τοῦ ψύχους. Αἱ ἐπιτροπαὶ τῶν ἀνέργων ἐπισκέπτονται τοὺς δημάρχους.: [1344, 1133, 1570, 1220]
- article-text: Ἡ ρεφορμιστικὴ Διοίκησις τῆς Γενικῆς Συνομοσπονδίας τῶν Ἐργατῶν, κατόπιν τῆς πιέσεως τῶν ἀντιπροσώπων τῆς ἐργατικῆς τάξεως καὶ διὰ νὰ ἀποφύγῃ ἕνα ἀκόμη ξεσκέπασμα τοῦ προδοτικοῦ ρόλου της, ἐπεσκέφθη χθὲς μετὰ τῶν ἀντιπροσώπων τῶν ἐργατῶν τὸν ὑπουργὸν τῆς Ἐθνικῆς Οἰκονομίας διὰ νὰ διαμαρτυρηθῇ διὰ τὰ μελετώμενα τρομοκρατικὰ μέτρα.: [386, 432, 718, 533]
- column-divider: [520, 1310, 522, 2110]
- section-head: ΕΙΣ ΤΗΝ ΔΙΑΘΕΣΙΝ: [1155, 1481, 1287, 1497]
- article-text: Συνελθόντες σήμερον οἱ ἐργάται καὶ ὑπάλληλοι ἀποφασίζομεν νὰ διαμαρτυρηθῶμεν διὰ τὰ τρομοκρατικὰ μέτρα καὶ ζητοῦμεν τὴν ἐλευθερίαν τοῦ συνέρχεσθαι, τοῦ ἀπεργεῖν καὶ τοῦ ὀργανοῦσθαι.: [1108, 695, 1334, 782]
- headline: Ο κ. ΜΙΧΑΛΑΚΟΠΟΥΛΟΣ ΣΥΡΕΙ ΤΗΝ ΕΛΛΑΔΑ: [1142, 213, 1536, 261]
